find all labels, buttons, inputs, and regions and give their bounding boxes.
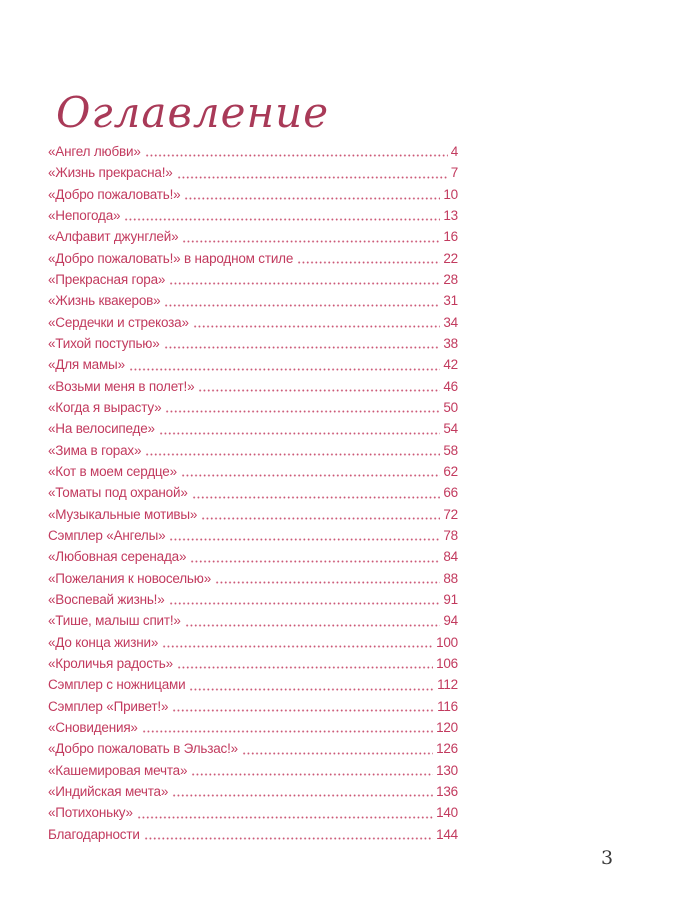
dot-leader xyxy=(159,431,441,436)
dot-leader xyxy=(172,793,433,798)
toc-row xyxy=(48,226,458,247)
toc-entry-page-number: 13 xyxy=(443,207,458,223)
toc-row xyxy=(48,333,458,354)
toc-entry-page-number: 58 xyxy=(443,442,458,458)
toc-entry-label: «Музыкальные мотивы» xyxy=(48,506,198,522)
toc-row xyxy=(48,184,458,205)
toc-entry-label: «Добро пожаловать в Эльзас!» xyxy=(48,741,238,757)
toc-entry-label: «Ангел любви» xyxy=(48,144,141,159)
toc-entry-page-number: 4 xyxy=(450,144,458,159)
toc-entry-label: «Зима в горах» xyxy=(48,442,142,458)
toc-entry-label: «Сновидения» xyxy=(48,719,138,735)
toc-row xyxy=(48,589,458,610)
toc-entry-page-number: 120 xyxy=(436,719,458,735)
toc-row xyxy=(48,632,458,653)
toc-entry-page-number: 130 xyxy=(436,762,458,778)
dot-leader xyxy=(137,815,433,820)
toc-row xyxy=(48,781,458,802)
toc-entry-label: «Тихой поступью» xyxy=(48,335,160,351)
toc-row xyxy=(48,674,458,695)
toc-entry-page-number: 54 xyxy=(443,421,458,437)
toc-entry-label: «Непогода» xyxy=(48,207,121,223)
dot-leader xyxy=(190,559,440,564)
toc-entry-page-number: 50 xyxy=(443,399,458,415)
dot-leader xyxy=(165,409,440,414)
toc-row xyxy=(48,290,458,311)
dot-leader xyxy=(189,687,434,692)
toc-entry-label: Сэмплер «Ангелы» xyxy=(48,527,166,543)
toc-row xyxy=(48,205,458,226)
toc-entry-label: «Возьми меня в полет!» xyxy=(48,378,195,394)
toc-entry-label: «Жизнь прекрасна!» xyxy=(48,165,173,181)
toc-entry-page-number: 84 xyxy=(443,549,458,565)
toc-entry-label: «Добро пожаловать!» в народном стиле xyxy=(48,250,294,266)
toc-list xyxy=(48,141,458,845)
toc-entry-page-number: 34 xyxy=(443,314,458,330)
toc-entry-page-number: 38 xyxy=(443,335,458,351)
toc-entry-label: «Кроличья радость» xyxy=(48,655,173,671)
toc-entry-page-number: 88 xyxy=(443,570,458,586)
toc-entry-page-number: 16 xyxy=(443,229,458,245)
toc-entry-label: «Кот в моем сердце» xyxy=(48,463,177,479)
toc-entry-page-number: 62 xyxy=(443,463,458,479)
toc-entry-page-number: 42 xyxy=(443,357,458,373)
dot-leader xyxy=(198,388,440,393)
toc-entry-label: «До конца жизни» xyxy=(48,634,159,650)
toc-row xyxy=(48,610,458,631)
toc-entry-page-number: 106 xyxy=(436,655,458,671)
toc-entry-label: «Добро пожаловать!» xyxy=(48,186,181,202)
toc-entry-page-number: 136 xyxy=(436,783,458,799)
toc-row xyxy=(48,696,458,717)
folio-page-number: 3 xyxy=(601,847,614,869)
toc-row xyxy=(48,802,458,823)
dot-leader xyxy=(201,516,440,521)
dot-leader xyxy=(169,281,440,286)
toc-row xyxy=(48,376,458,397)
dot-leader xyxy=(164,345,441,350)
toc-row xyxy=(48,418,458,439)
toc-entry-page-number: 31 xyxy=(443,293,458,309)
dot-leader xyxy=(242,751,433,756)
toc-entry-page-number: 112 xyxy=(437,677,458,693)
toc-entry-label: «Тише, малыш спит!» xyxy=(48,613,181,629)
toc-entry-label: «На велосипеде» xyxy=(48,421,155,437)
dot-leader xyxy=(185,623,441,628)
dot-leader xyxy=(181,473,440,478)
toc-row xyxy=(48,653,458,674)
toc-entry-page-number: 10 xyxy=(443,186,458,202)
toc-entry-label: «Индийская мечта» xyxy=(48,783,169,799)
dot-leader xyxy=(177,175,448,180)
toc-entry-label: «Когда я вырасту» xyxy=(48,399,162,415)
toc-entry-page-number: 100 xyxy=(436,634,458,650)
dot-leader xyxy=(142,729,433,734)
toc-entry-page-number: 28 xyxy=(443,271,458,287)
dot-leader xyxy=(169,537,440,542)
toc-entry-label: «Прекрасная гора» xyxy=(48,271,166,287)
toc-entry-page-number: 126 xyxy=(436,741,458,757)
dot-leader xyxy=(169,601,441,606)
toc-row xyxy=(48,504,458,525)
toc-entry-page-number: 7 xyxy=(450,165,458,181)
dot-leader xyxy=(124,217,440,222)
dot-leader xyxy=(172,708,434,713)
toc-entry-page-number: 91 xyxy=(443,591,458,607)
toc-row xyxy=(48,546,458,567)
toc-row xyxy=(48,248,458,269)
toc-row xyxy=(48,397,458,418)
dot-leader xyxy=(184,196,440,201)
toc-entry-page-number: 94 xyxy=(443,613,458,629)
toc-entry-page-number: 116 xyxy=(437,698,458,714)
toc-row xyxy=(48,162,458,183)
dot-leader xyxy=(193,324,441,329)
toc-row xyxy=(48,525,458,546)
toc-entry-page-number: 22 xyxy=(443,250,458,266)
dot-leader xyxy=(182,239,440,244)
toc-entry-label: «Томаты под охраной» xyxy=(48,485,188,501)
toc-entry-label: Благодарности xyxy=(48,826,140,842)
toc-row xyxy=(48,568,458,589)
toc-entry-label: «Алфавит джунглей» xyxy=(48,229,179,245)
toc-row xyxy=(48,312,458,333)
toc-entry-label: «Для мамы» xyxy=(48,357,125,373)
toc-entry-page-number: 140 xyxy=(436,805,458,821)
dot-leader xyxy=(164,303,440,308)
dot-leader xyxy=(144,836,433,841)
toc-entry-page-number: 78 xyxy=(443,527,458,543)
toc-entry-page-number: 66 xyxy=(443,485,458,501)
dot-leader xyxy=(145,452,440,457)
toc-entry-label: «Кашемировая мечта» xyxy=(48,762,188,778)
dot-leader xyxy=(215,580,440,585)
toc-entry-label: Сэмплер с ножницами xyxy=(48,677,186,693)
toc-entry-label: «Потихоньку» xyxy=(48,805,133,821)
toc-entry-page-number: 72 xyxy=(443,506,458,522)
toc-row xyxy=(48,482,458,503)
toc-entry-page-number: 144 xyxy=(436,826,458,842)
toc-row xyxy=(48,141,458,162)
dot-leader xyxy=(297,260,440,265)
toc-entry-label: «Пожелания к новоселью» xyxy=(48,570,212,586)
toc-row xyxy=(48,738,458,759)
toc-row xyxy=(48,269,458,290)
page-title: Оглавление xyxy=(56,88,330,137)
dot-leader xyxy=(191,772,433,777)
toc-row xyxy=(48,354,458,375)
toc-row xyxy=(48,760,458,781)
toc-row xyxy=(48,440,458,461)
toc-row xyxy=(48,717,458,738)
toc-entry-label: «Сердечки и стрекоза» xyxy=(48,314,189,330)
toc-row xyxy=(48,824,458,845)
toc-entry-page-number: 46 xyxy=(443,378,458,394)
dot-leader xyxy=(177,665,433,670)
dot-leader xyxy=(192,495,441,500)
toc-entry-label: «Воспевай жизнь!» xyxy=(48,591,165,607)
dot-leader xyxy=(129,367,441,372)
toc-entry-label: «Любовная серенада» xyxy=(48,549,187,565)
toc-row xyxy=(48,461,458,482)
toc-entry-label: «Жизнь квакеров» xyxy=(48,293,161,309)
toc-entry-label: Сэмплер «Привет!» xyxy=(48,698,169,714)
dot-leader xyxy=(162,644,433,649)
dot-leader xyxy=(145,153,448,158)
